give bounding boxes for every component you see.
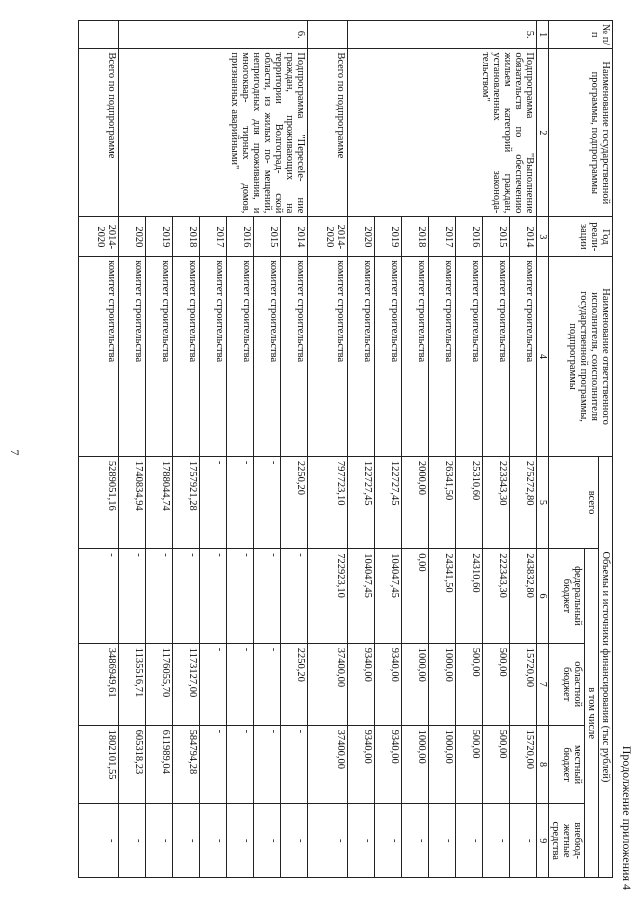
header-executor: Наименование ответственного исполнителя, соисполнителя государственной программы, подпрограммы [549,257,613,457]
header-extra: внебюд- жетные средства [549,804,585,878]
cell-regional: - [227,643,254,725]
table-row-total [79,21,119,878]
cell-total: 25310,60 [456,456,483,548]
table-body [79,21,537,878]
cell-executor: комитет строительства [119,257,146,457]
header-federal: федеральный бюджет [549,549,585,644]
cell-local: 605318,23 [119,725,146,804]
column-index: 9 [537,804,549,878]
cell-extra: - [173,804,200,878]
cell-extra: - [146,804,173,878]
header-incl: в том числе [585,549,599,878]
column-index: 1 [537,21,549,49]
cell-local: 500,00 [483,725,510,804]
cell-federal: 104047,45 [348,549,375,644]
cell-total: 5289051,16 [79,456,119,548]
cell-local: 9340,00 [375,725,402,804]
column-index-row [537,21,549,878]
table-header [537,21,613,878]
cell-year: 2014 [510,217,537,257]
continuation-note: Продолжение приложения 4 [620,745,634,890]
cell-total: 2000,00 [402,456,429,548]
column-index: 4 [537,257,549,457]
row-number: 6. [119,21,308,49]
table-row-total [308,21,348,878]
header-total: всего [549,456,599,548]
cell-regional: 3486949,61 [79,643,119,725]
cell-local: 611989,04 [146,725,173,804]
cell-regional: 1173127,00 [173,643,200,725]
cell-extra: - [79,804,119,878]
cell-executor: комитет строительства [173,257,200,457]
table-row [510,21,537,878]
cell-local: 500,00 [456,725,483,804]
cell-federal: 243832,80 [510,549,537,644]
cell-executor: комитет строительства [146,257,173,457]
cell-federal: - [173,549,200,644]
cell-extra: - [456,804,483,878]
cell-executor: комитет строительства [254,257,281,457]
row-number: 5. [348,21,537,49]
cell-federal: 722923,10 [308,549,348,644]
cell-year: 2019 [375,217,402,257]
cell-federal: 104047,45 [375,549,402,644]
cell-total: - [254,456,281,548]
cell-extra: - [429,804,456,878]
cell-local: 1802101,55 [79,725,119,804]
cell-year: 2014- 2020 [308,217,348,257]
cell-executor: комитет строительства [281,257,308,457]
cell-federal: 0,00 [402,549,429,644]
cell-federal: 24341,50 [429,549,456,644]
cell-regional: - [200,643,227,725]
cell-year: 2014 [281,217,308,257]
cell-executor: комитет строительства [200,257,227,457]
cell-total: 275272,80 [510,456,537,548]
subprogram-name: Подпрограмма "Выполнение обязательств по обеспечению жильем категорий граждан, установленных законода- тельством" [348,49,537,217]
cell-total: 2250,20 [281,456,308,548]
cell-executor: комитет строительства [79,257,119,457]
header-year: Год реали- зации [549,217,613,257]
cell-total: - [200,456,227,548]
column-index: 7 [537,643,549,725]
cell-extra: - [227,804,254,878]
cell-year: 2019 [146,217,173,257]
row-number [79,21,119,49]
column-index: 6 [537,549,549,644]
cell-federal: - [79,549,119,644]
cell-year: 2020 [348,217,375,257]
header-volumes: Объемы и источники финансирования (тыс рублей) [599,456,613,877]
cell-local: - [227,725,254,804]
cell-year: 2018 [402,217,429,257]
cell-federal: - [281,549,308,644]
cell-local: 9340,00 [348,725,375,804]
cell-regional: 1135516,71 [119,643,146,725]
cell-local: 1000,00 [429,725,456,804]
cell-extra: - [281,804,308,878]
table-row [281,21,308,878]
cell-executor: комитет строительства [429,257,456,457]
cell-regional: 1000,00 [429,643,456,725]
cell-executor: комитет строительства [227,257,254,457]
cell-executor: комитет строительства [483,257,510,457]
cell-local: - [281,725,308,804]
cell-year: 2015 [483,217,510,257]
cell-year: 2017 [429,217,456,257]
cell-total: - [227,456,254,548]
cell-year: 2020 [119,217,146,257]
cell-extra: - [200,804,227,878]
cell-regional: 1000,00 [402,643,429,725]
cell-year: 2017 [200,217,227,257]
total-label: Всего по подпрограмме [308,49,348,217]
cell-federal: - [146,549,173,644]
row-number [308,21,348,49]
cell-total: 223343,30 [483,456,510,548]
cell-local: 584794,28 [173,725,200,804]
cell-total: 1788044,74 [146,456,173,548]
cell-executor: комитет строительства [510,257,537,457]
cell-regional: 9340,00 [375,643,402,725]
cell-year: 2018 [173,217,200,257]
cell-federal: - [227,549,254,644]
cell-federal: 24310,60 [456,549,483,644]
cell-federal: - [119,549,146,644]
cell-federal: - [254,549,281,644]
cell-extra: - [402,804,429,878]
cell-regional: 9340,00 [348,643,375,725]
cell-local: 37400,00 [308,725,348,804]
header-name: Наименование государственной программы, подпрограммы [549,49,613,217]
cell-regional: - [254,643,281,725]
cell-extra: - [348,804,375,878]
cell-total: 797723,10 [308,456,348,548]
cell-extra: - [254,804,281,878]
cell-local: 1000,00 [402,725,429,804]
cell-year: 2014- 2020 [79,217,119,257]
column-index: 3 [537,217,549,257]
financing-table [78,20,613,878]
cell-extra: - [119,804,146,878]
header-regional: областной бюджет [549,643,585,725]
cell-extra: - [375,804,402,878]
subprogram-name: Подпрограмма "Пересele- ние граждан, проживающих на территории Волгоград- ской области, из жилых по- мещений, непригодных для проживания, и многоквар- тирных домов, признанных аварийными" [119,49,308,217]
column-index: 2 [537,49,549,217]
cell-total: 1740834,94 [119,456,146,548]
column-index: 8 [537,725,549,804]
cell-extra: - [308,804,348,878]
cell-local: - [254,725,281,804]
cell-year: 2015 [254,217,281,257]
cell-federal: - [200,549,227,644]
cell-federal: 222343,30 [483,549,510,644]
cell-total: 1757921,28 [173,456,200,548]
cell-year: 2016 [227,217,254,257]
cell-total: 122727,45 [348,456,375,548]
cell-total: 122727,45 [375,456,402,548]
cell-executor: комитет строительства [348,257,375,457]
total-label: Всего по подпрограмме [79,49,119,217]
cell-total: 26341,50 [429,456,456,548]
cell-executor: комитет строительства [402,257,429,457]
cell-executor: комитет строительства [375,257,402,457]
column-index: 5 [537,456,549,548]
cell-regional: 500,00 [456,643,483,725]
cell-year: 2016 [456,217,483,257]
cell-extra: - [483,804,510,878]
cell-executor: комитет строительства [308,257,348,457]
cell-regional: 37400,00 [308,643,348,725]
page-number: 7 [8,449,22,456]
cell-executor: комитет строительства [456,257,483,457]
cell-regional: 2250,20 [281,643,308,725]
cell-regional: 500,00 [483,643,510,725]
cell-local: 15720,00 [510,725,537,804]
cell-regional: 15720,00 [510,643,537,725]
cell-regional: 1176055,70 [146,643,173,725]
cell-local: - [200,725,227,804]
header-num: № п/п [549,21,613,49]
cell-extra: - [510,804,537,878]
header-local: местный бюджет [549,725,585,804]
